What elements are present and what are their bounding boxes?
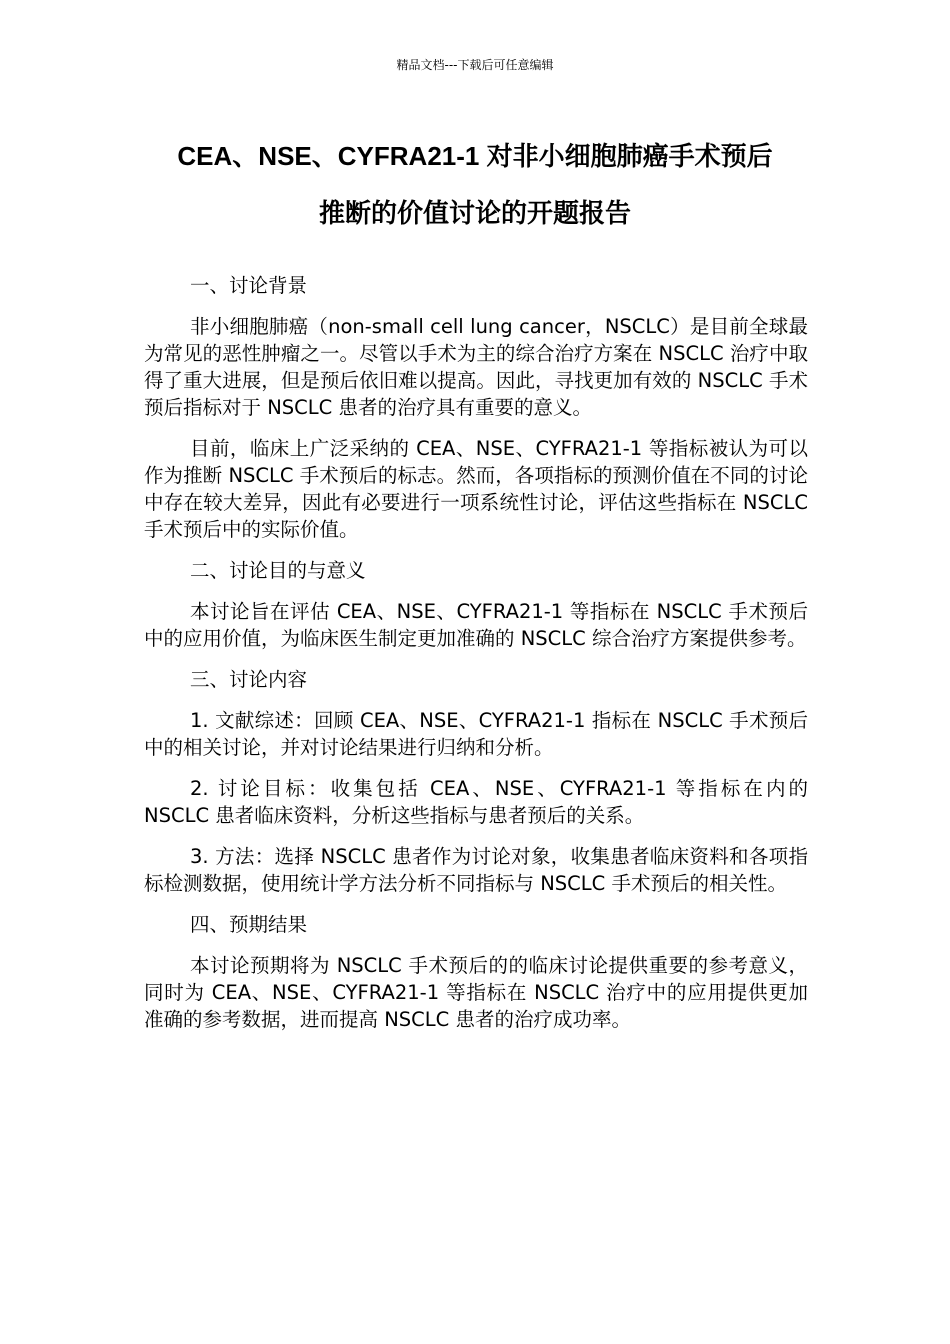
document-title-line-1: CEA、NSE、CYFRA21-1 对非小细胞肺癌手术预后 <box>177 141 773 171</box>
section-heading-content: 三、讨论内容 <box>190 668 308 691</box>
section-heading-expected-results: 四、预期结果 <box>190 913 308 936</box>
header-note: 精品文档---下载后可任意编辑 <box>396 58 554 72</box>
section-heading-purpose: 二、讨论目的与意义 <box>190 559 366 582</box>
section-heading-background: 一、讨论背景 <box>190 274 308 297</box>
paragraph-content-1: 1. 文献综述：回顾 CEA、NSE、CYFRA21-1 指标在 NSCLC 手术预后中的相关讨论，并对讨论结果进行归纳和分析。 <box>144 709 808 759</box>
paragraph-expected-results: 本讨论预期将为 NSCLC 手术预后的的临床讨论提供重要的参考意义，同时为 CEA、NSE、CYFRA21-1 等指标在 NSCLC 治疗中的应用提供更加准确的参考数据，进而提高 NSCLC 患者的治疗成功率。 <box>144 954 808 1031</box>
paragraph-content-2: 2. 讨论目标：收集包括 CEA、NSE、CYFRA21-1 等指标在内的 NSCLC 患者临床资料，分析这些指标与患者预后的关系。 <box>144 777 808 827</box>
paragraph-background-1: 非小细胞肺癌（non-small cell lung cancer，NSCLC）是目前全球最为常见的恶性肿瘤之一。尽管以手术为主的综合治疗方案在 NSCLC 治疗中取得了重大进展，但是预后依旧难以提高。因此，寻找更加有效的 NSCLC 手术预后指标对于 NSCLC 患者的治疗具有重要的意义。 <box>144 315 808 419</box>
paragraph-purpose: 本讨论旨在评估 CEA、NSE、CYFRA21-1 等指标在 NSCLC 手术预后中的应用价值，为临床医生制定更加准确的 NSCLC 综合治疗方案提供参考。 <box>144 600 808 650</box>
document-body <box>144 272 808 1047</box>
paragraph-content-3: 3. 方法：选择 NSCLC 患者作为讨论对象，收集患者临床资料和各项指标检测数据，使用统计学方法分析不同指标与 NSCLC 手术预后的相关性。 <box>144 845 808 895</box>
paragraph-background-2: 目前，临床上广泛采纳的 CEA、NSE、CYFRA21-1 等指标被认为可以作为推断 NSCLC 手术预后的标志。然而，各项指标的预测价值在不同的讨论中存在较大差异，因此有必要进行一项系统性讨论，评估这些指标在 NSCLC 手术预后中的实际价值。 <box>144 437 808 541</box>
document-title-line-2: 推断的价值讨论的开题报告 <box>318 198 631 228</box>
